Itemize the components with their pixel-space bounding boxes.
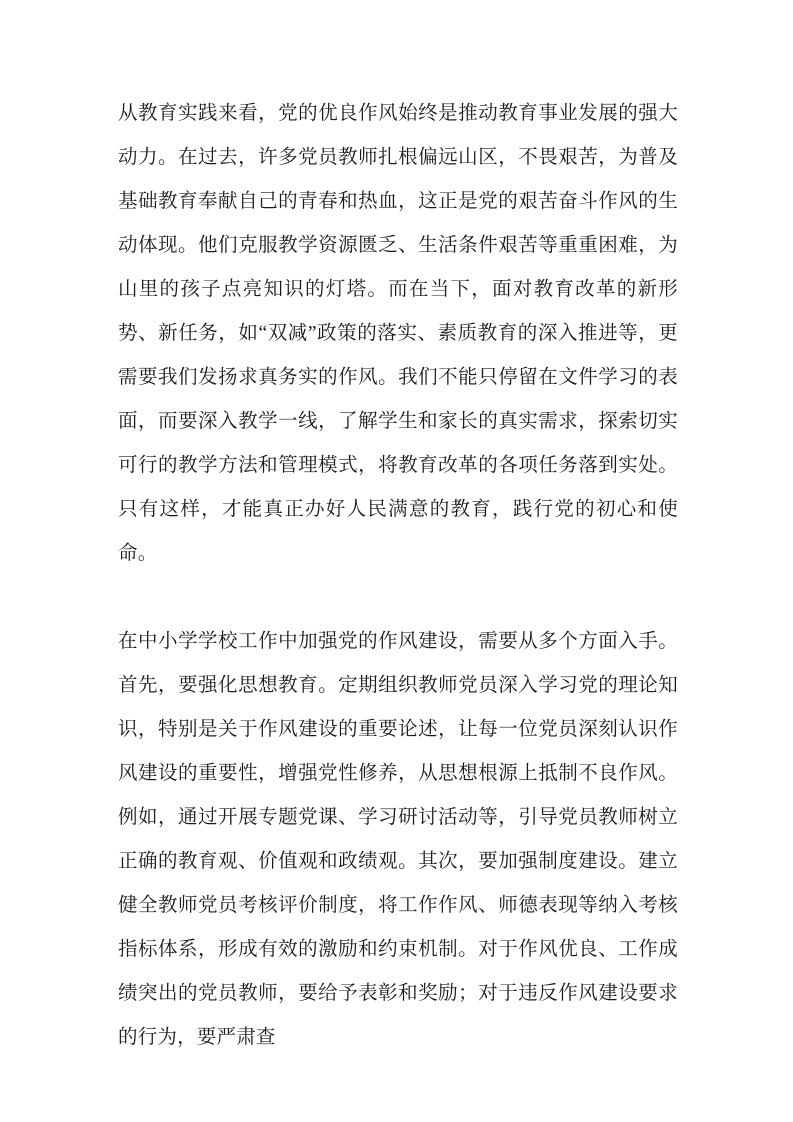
paragraph: 在中小学学校工作中加强党的作风建设，需要从多个方面入手。首先，要强化思想教育。定期组织教师党员深入学习党的理论知识，特别是关于作风建设的重要论述，让每一位党员深刻认识作风建设的重要性，增强党性修养，从思想根源上抵制不良作风。例如，通过开展专题党课、学习研讨活动等，引导党员教师树立正确的教育观、价值观和政绩观。其次，要加强制度建设。建立健全教师党员考核评价制度，将工作作风、师德表现等纳入考核指标体系，形成有效的激励和约束机制。对于作风优良、工作成绩突出的党员教师，要给予表彰和奖励；对于违反作风建设要求的行为，要严肃查 [118,631,678,1048]
document-body [118,92,678,1060]
paragraph: 从教育实践来看，党的优良作风始终是推动教育事业发展的强大动力。在过去，许多党员教师扎根偏远山区，不畏艰苦，为普及基础教育奉献自己的青春和热血，这正是党的艰苦奋斗作风的生动体现。他们克服教学资源匮乏、生活条件艰苦等重重困难，为山里的孩子点亮知识的灯塔。而在当下，面对教育改革的新形势、新任务，如“双减”政策的落实、素质教育的深入推进等，更需要我们发扬求真务实的作风。我们不能只停留在文件学习的表面，而要深入教学一线，了解学生和家长的真实需求，探索切实可行的教学方法和管理模式，将教育改革的各项任务落到实处。只有这样，才能真正办好人民满意的教育，践行党的初心和使命。 [118,103,678,564]
